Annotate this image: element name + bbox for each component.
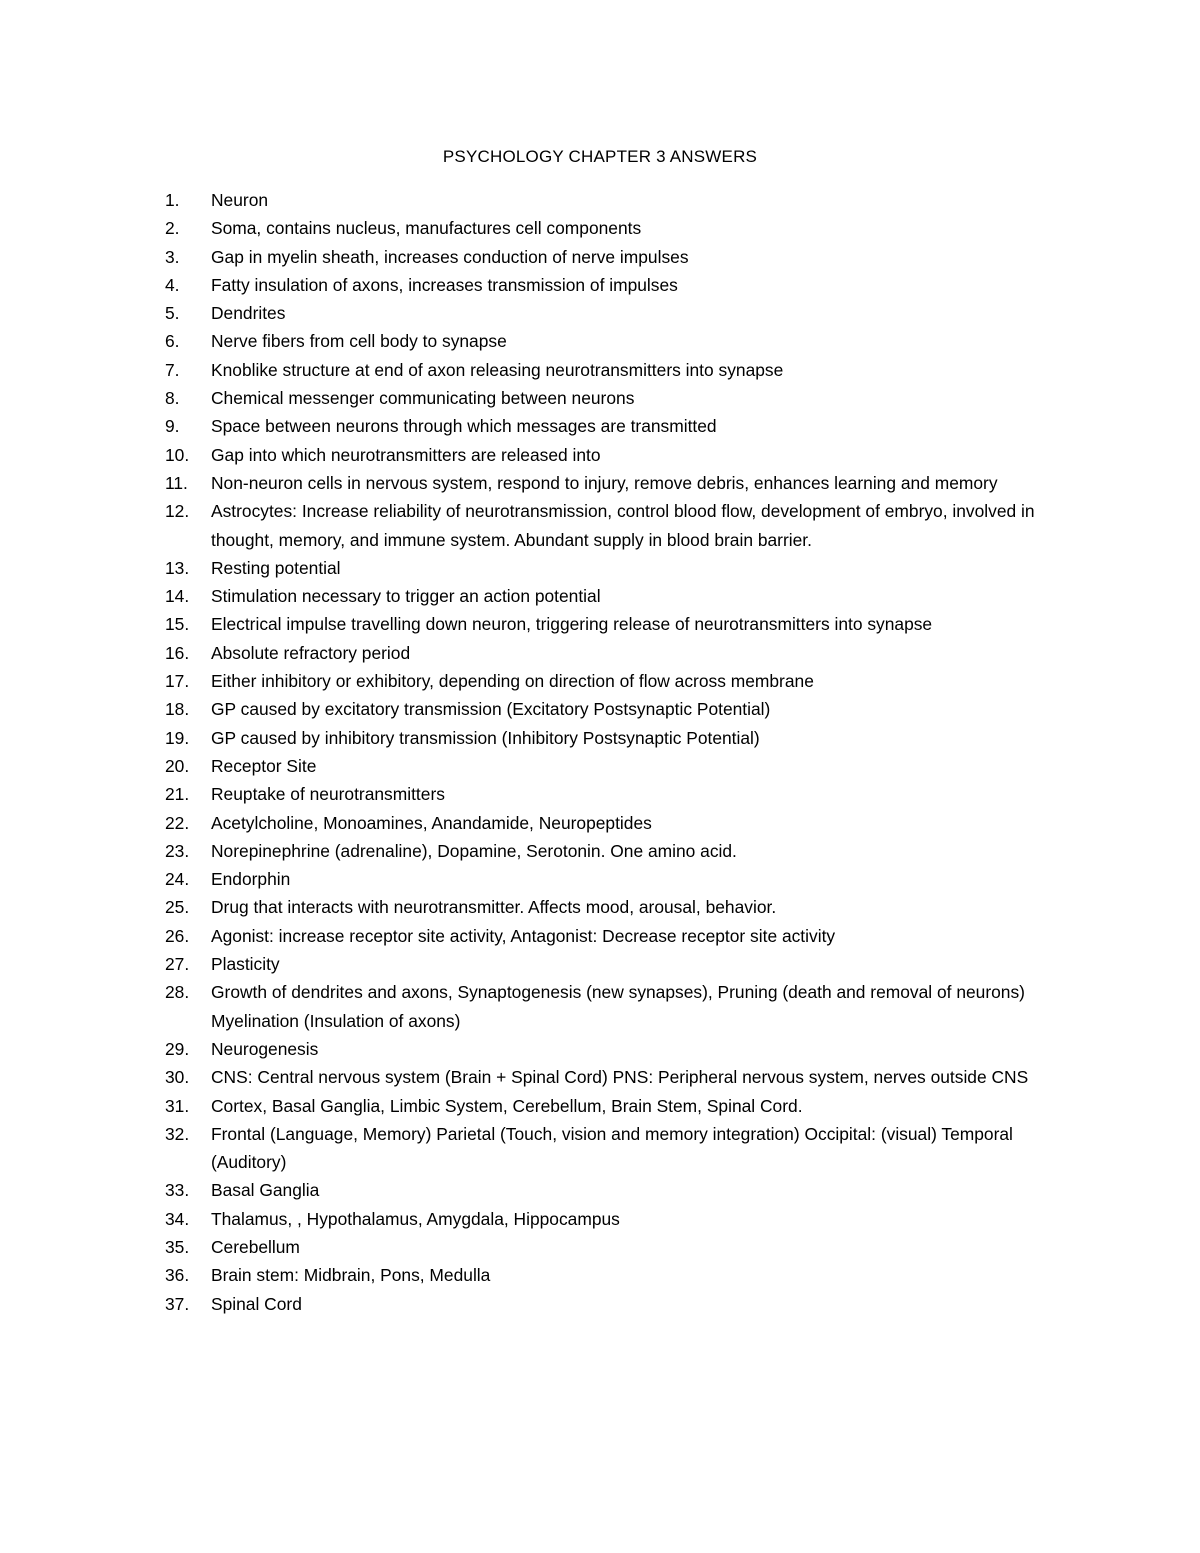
list-item-text: Gap into which neurotransmitters are released into [211, 444, 601, 465]
list-item [165, 299, 1055, 327]
list-item-text: Basal Ganglia [211, 1180, 320, 1201]
list-item-text: Gap in myelin sheath, increases conduction of nerve impulses [211, 246, 689, 267]
list-item-text: Reuptake of neurotransmitters [211, 784, 445, 805]
list-item-number: 24. [165, 869, 190, 890]
list-item [165, 724, 1055, 752]
list-item [165, 469, 1055, 497]
list-item-number: 26. [165, 925, 190, 946]
list-item-text: Non-neuron cells in nervous system, respond to injury, remove debris, enhances learning and memory [211, 472, 998, 493]
list-item-number: 5. [165, 303, 180, 324]
list-item-text: Cerebellum [211, 1236, 300, 1257]
list-item-text: Receptor Site [211, 755, 317, 776]
list-item-text: Soma, contains nucleus, manufactures cell components [211, 218, 642, 239]
list-item-number: 28. [165, 982, 190, 1003]
list-item [165, 1035, 1055, 1063]
list-item-text: Resting potential [211, 557, 341, 578]
list-item-text: Acetylcholine, Monoamines, Anandamide, Neuropeptides [211, 812, 652, 833]
list-item-number: 20. [165, 755, 190, 776]
list-item-number: 31. [165, 1095, 190, 1116]
list-item [165, 1261, 1055, 1289]
list-item-number: 23. [165, 840, 190, 861]
list-item [165, 497, 1055, 554]
list-item-text: Dendrites [211, 303, 286, 324]
list-item-text: Frontal (Language, Memory) Parietal (Touch, vision and memory integration) Occipital: (visual) Temporal (Auditory) [211, 1123, 1013, 1173]
answer-list [165, 186, 1055, 1318]
page-title: PSYCHOLOGY CHAPTER 3 ANSWERS [442, 147, 758, 166]
list-item [165, 610, 1055, 638]
list-item-text: Growth of dendrites and axons, Synaptogenesis (new synapses), Pruning (death and removal of neurons) Myelination (Insulation of axons) [211, 982, 1025, 1031]
list-item [165, 1176, 1055, 1204]
list-item [165, 327, 1055, 355]
list-item-text: Astrocytes: Increase reliability of neurotransmission, control blood flow, development of embryo, involved in thought, memory, and immune system. Abundant supply in blood brain barrier. [211, 501, 1035, 550]
list-item-text: Electrical impulse travelling down neuron, triggering release of neurotransmitters into synapse [211, 614, 933, 635]
list-item [165, 893, 1055, 921]
list-item-number: 29. [165, 1038, 190, 1059]
list-item [165, 950, 1055, 978]
list-item [165, 384, 1055, 412]
list-item [165, 837, 1055, 865]
list-item-number: 36. [165, 1265, 190, 1286]
list-item-number: 18. [165, 699, 190, 720]
list-item [165, 554, 1055, 582]
list-item-text: Knoblike structure at end of axon releasing neurotransmitters into synapse [211, 359, 784, 380]
list-item-text: Agonist: increase receptor site activity, Antagonist: Decrease receptor site activity [211, 925, 836, 946]
list-item-text: GP caused by excitatory transmission (Excitatory Postsynaptic Potential) [211, 699, 771, 720]
list-item-number: 21. [165, 784, 190, 805]
list-item [165, 780, 1055, 808]
list-item [165, 639, 1055, 667]
list-item-text: Drug that interacts with neurotransmitter. Affects mood, arousal, behavior. [211, 897, 777, 918]
list-item [165, 243, 1055, 271]
list-item-text: Endorphin [211, 869, 291, 890]
list-item [165, 865, 1055, 893]
list-item-text: Norepinephrine (adrenaline), Dopamine, Serotonin. One amino acid. [211, 840, 737, 861]
list-item [165, 356, 1055, 384]
list-item-number: 3. [165, 246, 180, 267]
list-item-number: 33. [165, 1180, 190, 1201]
list-item-text: Neurogenesis [211, 1038, 319, 1059]
list-item-number: 34. [165, 1208, 190, 1229]
list-item-number: 9. [165, 416, 180, 437]
list-item [165, 1205, 1055, 1233]
list-item-number: 27. [165, 954, 190, 975]
list-item-number: 2. [165, 218, 180, 239]
list-item-text: Neuron [211, 190, 269, 210]
list-item-number: 15. [165, 614, 190, 635]
list-item-number: 35. [165, 1236, 190, 1257]
list-item-number: 6. [165, 331, 180, 352]
list-item-text: CNS: Central nervous system (Brain + Spinal Cord) PNS: Peripheral nervous system, nerves outside CNS [211, 1067, 1029, 1088]
list-item-number: 12. [165, 501, 190, 522]
list-item-number: 13. [165, 557, 190, 578]
list-item-number: 1. [165, 190, 180, 210]
list-item-text: Stimulation necessary to trigger an action potential [211, 586, 601, 607]
list-item [165, 1092, 1055, 1120]
list-item-number: 11. [165, 472, 188, 493]
list-item-text: Either inhibitory or exhibitory, depending on direction of flow across membrane [211, 671, 814, 692]
list-item [165, 978, 1055, 1035]
list-item [165, 1120, 1055, 1177]
list-item-text: Absolute refractory period [211, 642, 411, 663]
list-item-text: Cortex, Basal Ganglia, Limbic System, Cerebellum, Brain Stem, Spinal Cord. [211, 1095, 803, 1116]
list-item [165, 441, 1055, 469]
list-item-text: Brain stem: Midbrain, Pons, Medulla [211, 1265, 491, 1286]
list-item [165, 1233, 1055, 1261]
list-item-number: 16. [165, 642, 190, 663]
list-item [165, 922, 1055, 950]
list-item-text: Chemical messenger communicating between neurons [211, 388, 635, 409]
list-item-text: Nerve fibers from cell body to synapse [211, 331, 507, 352]
list-item-number: 25. [165, 897, 190, 918]
list-item [165, 1063, 1055, 1091]
list-item-number: 4. [165, 274, 180, 295]
list-item-text: Plasticity [211, 954, 280, 975]
list-item-number: 10. [165, 444, 190, 465]
list-item-text: Spinal Cord [211, 1293, 302, 1314]
list-item-text: Fatty insulation of axons, increases transmission of impulses [211, 274, 678, 295]
list-item-number: 22. [165, 812, 190, 833]
list-item [165, 752, 1055, 780]
list-item-text: Space between neurons through which messages are transmitted [211, 416, 717, 437]
list-item [165, 186, 1055, 214]
list-item [165, 214, 1055, 242]
list-item-number: 8. [165, 388, 180, 409]
list-item [165, 809, 1055, 837]
list-item [165, 667, 1055, 695]
list-item [165, 582, 1055, 610]
list-item-number: 7. [165, 359, 180, 380]
list-item [165, 695, 1055, 723]
list-item-text: Thalamus, , Hypothalamus, Amygdala, Hippocampus [211, 1208, 620, 1229]
list-item [165, 412, 1055, 440]
list-item-number: 30. [165, 1067, 190, 1088]
list-item [165, 1290, 1055, 1318]
list-item-number: 19. [165, 727, 190, 748]
list-item [165, 271, 1055, 299]
list-item-number: 14. [165, 586, 190, 607]
list-item-number: 17. [165, 671, 190, 692]
list-item-number: 32. [165, 1123, 190, 1144]
list-item-text: GP caused by inhibitory transmission (Inhibitory Postsynaptic Potential) [211, 727, 760, 748]
list-item-number: 37. [165, 1293, 190, 1314]
